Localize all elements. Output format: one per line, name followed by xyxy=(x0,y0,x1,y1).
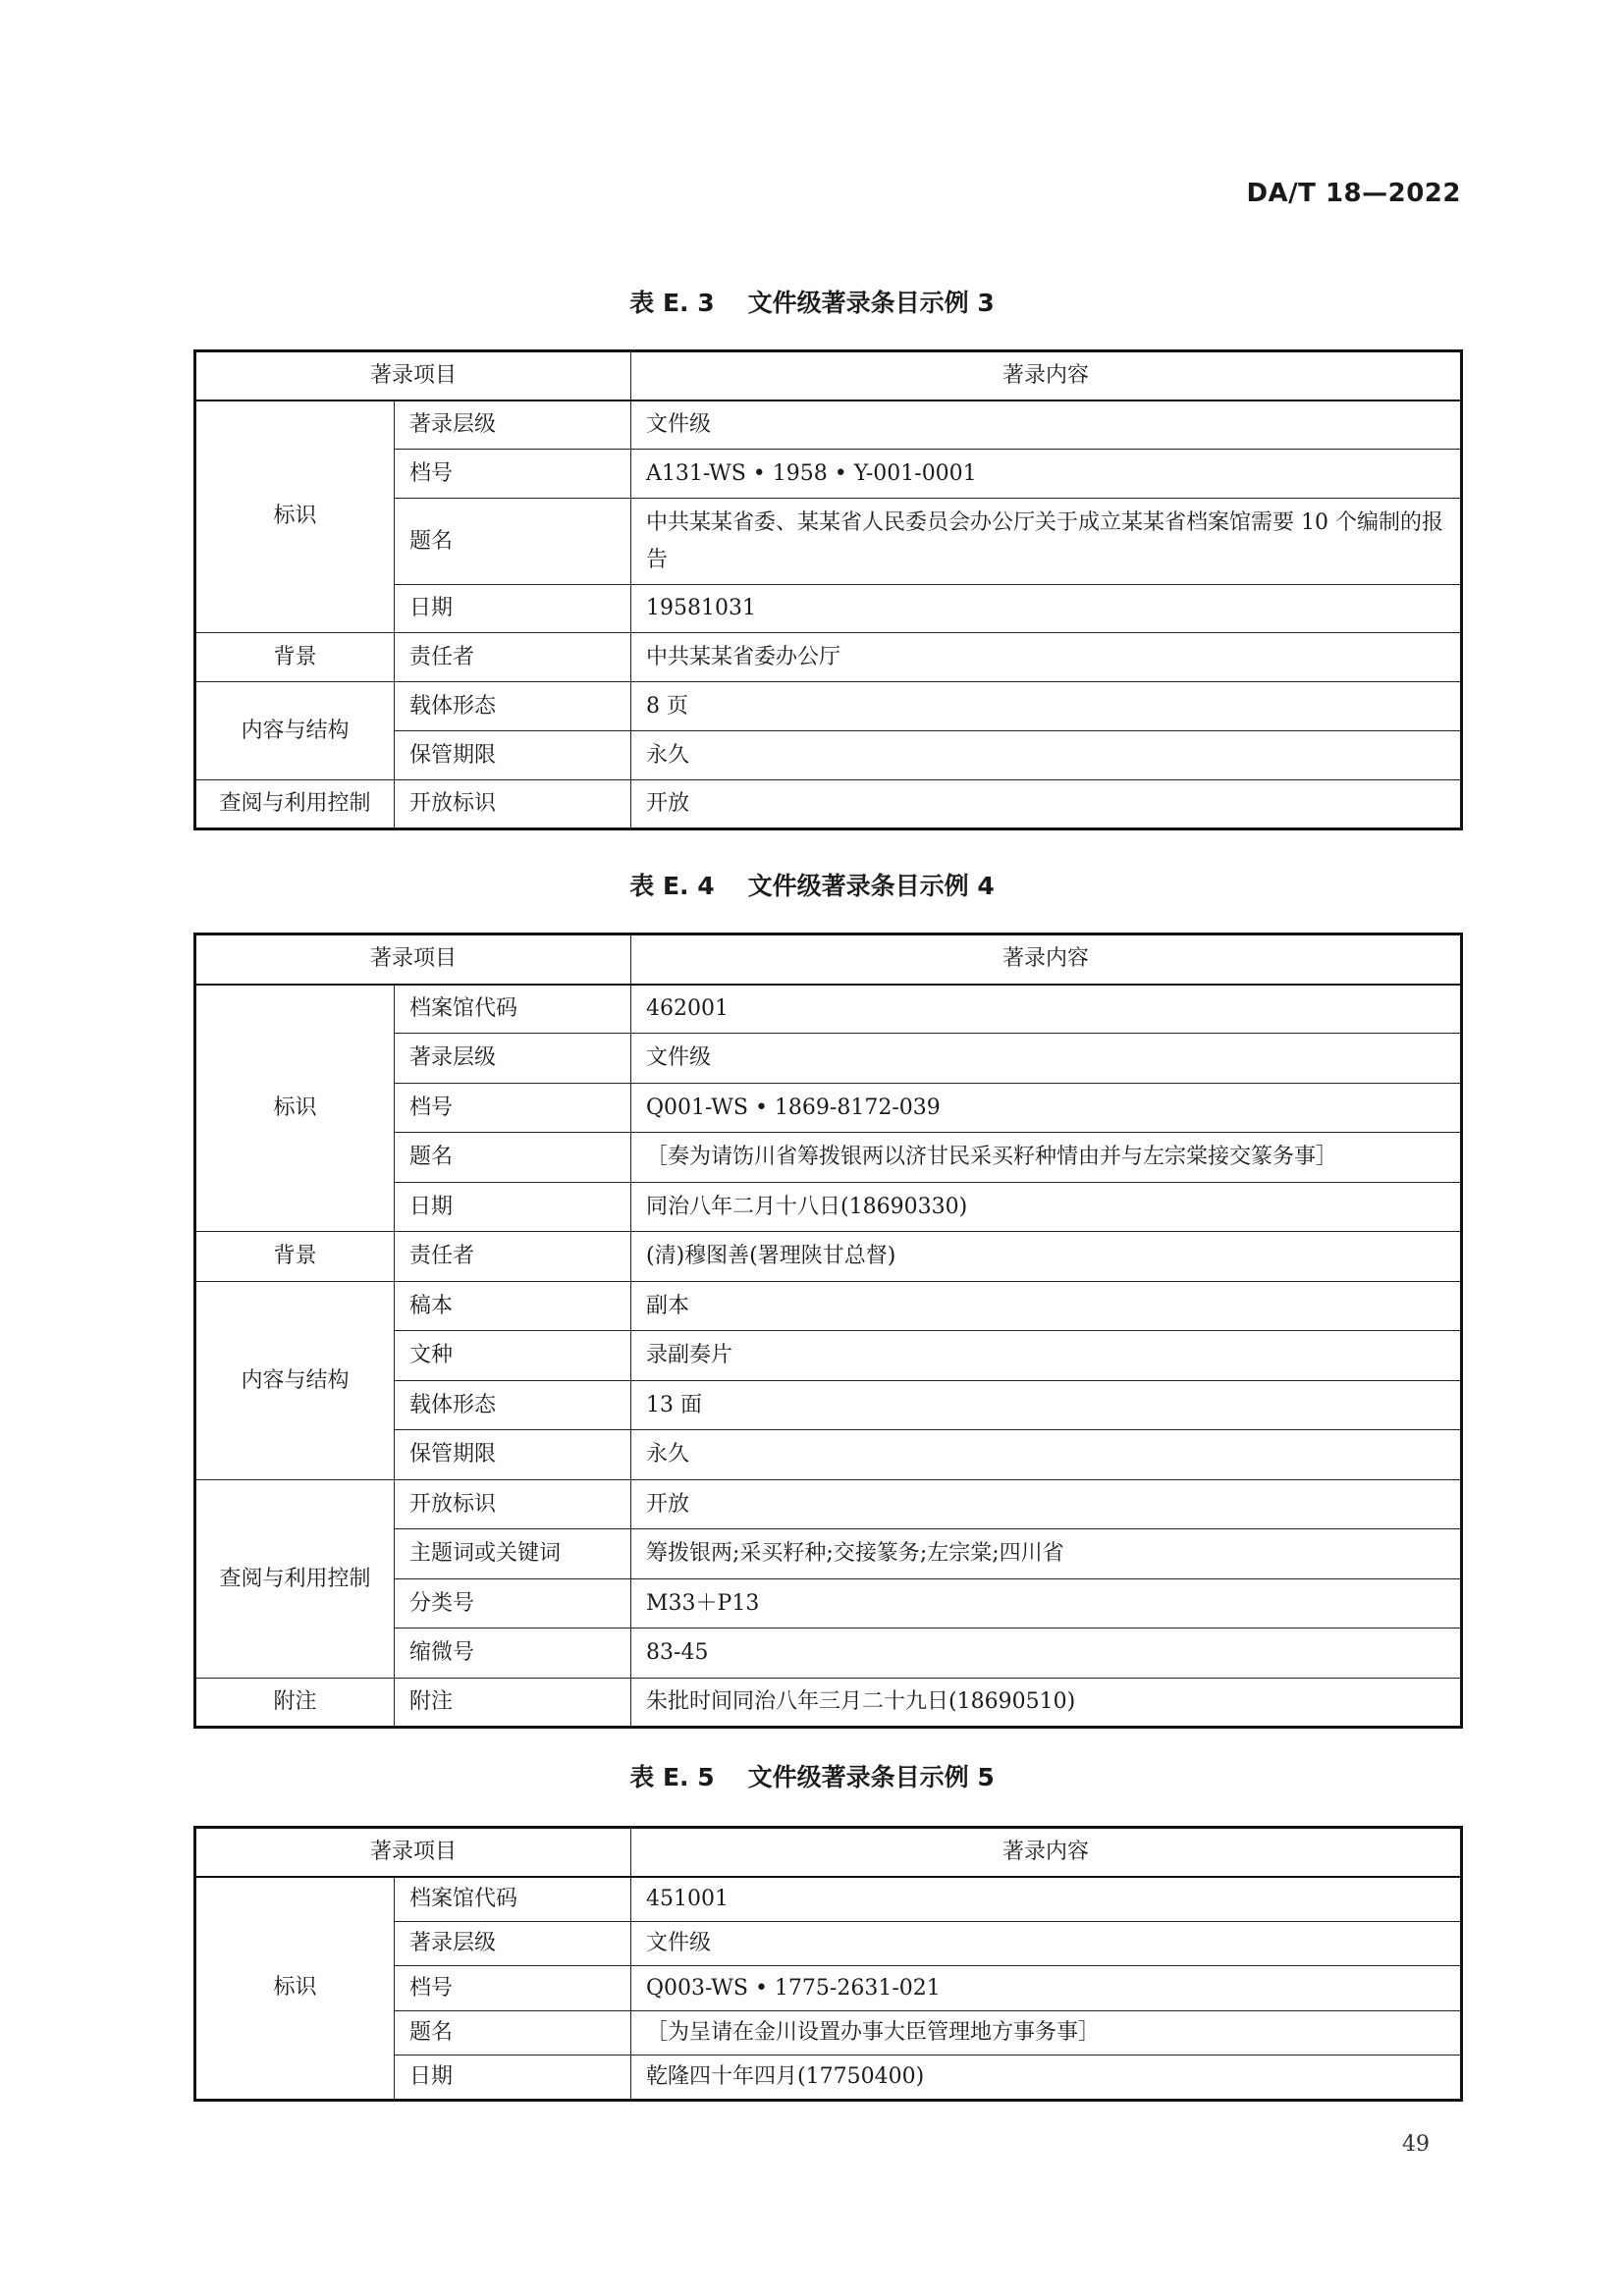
field-value: ［奏为请饬川省筹拨银两以济甘民采买籽种情由并与左宗棠接交篆务事］ xyxy=(631,1133,1462,1183)
field-value: 筹拨银两;采买籽种;交接篆务;左宗棠;四川省 xyxy=(631,1529,1462,1579)
group-label: 标识 xyxy=(195,985,395,1232)
field-name: 载体形态 xyxy=(395,682,631,731)
group-label: 内容与结构 xyxy=(195,682,395,780)
field-name: 著录层级 xyxy=(395,400,631,450)
field-name: 题名 xyxy=(395,2011,631,2056)
field-value: 19581031 xyxy=(631,585,1462,633)
field-value: A131-WS • 1958 • Y-001-0001 xyxy=(631,450,1462,499)
field-name: 档号 xyxy=(395,1084,631,1133)
field-name: 开放标识 xyxy=(395,1480,631,1529)
field-name: 著录层级 xyxy=(395,1034,631,1084)
field-value: 451001 xyxy=(631,1877,1462,1922)
field-name: 缩微号 xyxy=(395,1629,631,1679)
field-value: 文件级 xyxy=(631,1034,1462,1084)
field-name: 日期 xyxy=(395,585,631,633)
field-name: 日期 xyxy=(395,1183,631,1232)
table-caption-title: 文件级著录条目示例 4 xyxy=(747,872,995,900)
field-value: M33＋P13 xyxy=(631,1579,1462,1629)
record-table xyxy=(193,1826,1463,2102)
field-value: 开放 xyxy=(631,1480,1462,1529)
table-caption xyxy=(0,1758,1624,1793)
table-row xyxy=(195,1282,1462,1331)
field-value: Q003-WS • 1775-2631-021 xyxy=(631,1966,1462,2011)
field-name: 稿本 xyxy=(395,1282,631,1331)
field-value: 文件级 xyxy=(631,400,1462,450)
record-table xyxy=(193,933,1463,1729)
group-label: 背景 xyxy=(195,1232,395,1282)
page-number: 49 xyxy=(1402,2132,1430,2157)
field-value: 462001 xyxy=(631,985,1462,1034)
group-label: 查阅与利用控制 xyxy=(195,780,395,829)
table-caption-number: 表 E. 3 xyxy=(629,289,715,317)
field-name: 题名 xyxy=(395,499,631,585)
table-row xyxy=(195,780,1462,829)
column-header-item: 著录项目 xyxy=(195,1828,631,1877)
field-value: Q001-WS • 1869-8172-039 xyxy=(631,1084,1462,1133)
table-caption-number: 表 E. 4 xyxy=(629,872,715,900)
column-header-item: 著录项目 xyxy=(195,351,631,400)
field-value: 83-45 xyxy=(631,1629,1462,1679)
table-row xyxy=(195,985,1462,1034)
field-value: 开放 xyxy=(631,780,1462,829)
group-label: 背景 xyxy=(195,633,395,682)
table-header-row xyxy=(195,1828,1462,1877)
table-row xyxy=(195,1232,1462,1282)
group-label: 标识 xyxy=(195,400,395,633)
table-row xyxy=(195,400,1462,450)
table-caption-title: 文件级著录条目示例 3 xyxy=(747,289,995,317)
table-row xyxy=(195,633,1462,682)
field-value: 中共某某省委办公厅 xyxy=(631,633,1462,682)
field-name: 附注 xyxy=(395,1679,631,1728)
field-value: 朱批时间同治八年三月二十九日(18690510) xyxy=(631,1679,1462,1728)
field-name: 文种 xyxy=(395,1331,631,1381)
field-value: 乾隆四十年四月(17750400) xyxy=(631,2056,1462,2101)
table-caption-number: 表 E. 5 xyxy=(629,1763,715,1791)
table-caption xyxy=(0,867,1624,902)
field-value: ［为呈请在金川设置办事大臣管理地方事务事］ xyxy=(631,2011,1462,2056)
field-name: 题名 xyxy=(395,1133,631,1183)
field-value: 文件级 xyxy=(631,1922,1462,1966)
table-header-row xyxy=(195,934,1462,985)
field-value: 8 页 xyxy=(631,682,1462,731)
field-name: 保管期限 xyxy=(395,1430,631,1480)
table-caption-title: 文件级著录条目示例 5 xyxy=(747,1763,995,1791)
field-value: 副本 xyxy=(631,1282,1462,1331)
table-caption xyxy=(0,284,1624,319)
field-value: 永久 xyxy=(631,731,1462,780)
field-name: 保管期限 xyxy=(395,731,631,780)
column-header-content: 著录内容 xyxy=(631,934,1462,985)
field-value: 13 面 xyxy=(631,1381,1462,1430)
field-value: 录副奏片 xyxy=(631,1331,1462,1381)
table-header-row xyxy=(195,351,1462,400)
field-name: 著录层级 xyxy=(395,1922,631,1966)
record-table xyxy=(193,349,1463,830)
field-name: 责任者 xyxy=(395,633,631,682)
field-name: 档号 xyxy=(395,1966,631,2011)
group-label: 附注 xyxy=(195,1679,395,1728)
field-name: 载体形态 xyxy=(395,1381,631,1430)
field-name: 档号 xyxy=(395,450,631,499)
group-label: 标识 xyxy=(195,1877,395,2101)
table-row xyxy=(195,1480,1462,1529)
table-row xyxy=(195,682,1462,731)
field-name: 日期 xyxy=(395,2056,631,2101)
standard-code: DA/T 18—2022 xyxy=(1246,179,1461,208)
field-name: 档案馆代码 xyxy=(395,1877,631,1922)
table-row xyxy=(195,1877,1462,1922)
field-value: 中共某某省委、某某省人民委员会办公厅关于成立某某省档案馆需要 10 个编制的报告 xyxy=(631,499,1462,585)
field-name: 分类号 xyxy=(395,1579,631,1629)
field-value: (清)穆图善(署理陕甘总督) xyxy=(631,1232,1462,1282)
column-header-item: 著录项目 xyxy=(195,934,631,985)
column-header-content: 著录内容 xyxy=(631,351,1462,400)
field-value: 永久 xyxy=(631,1430,1462,1480)
column-header-content: 著录内容 xyxy=(631,1828,1462,1877)
field-name: 主题词或关键词 xyxy=(395,1529,631,1579)
group-label: 查阅与利用控制 xyxy=(195,1480,395,1679)
field-name: 责任者 xyxy=(395,1232,631,1282)
field-name: 开放标识 xyxy=(395,780,631,829)
group-label: 内容与结构 xyxy=(195,1282,395,1480)
table-row xyxy=(195,1679,1462,1728)
field-name: 档案馆代码 xyxy=(395,985,631,1034)
field-value: 同治八年二月十八日(18690330) xyxy=(631,1183,1462,1232)
